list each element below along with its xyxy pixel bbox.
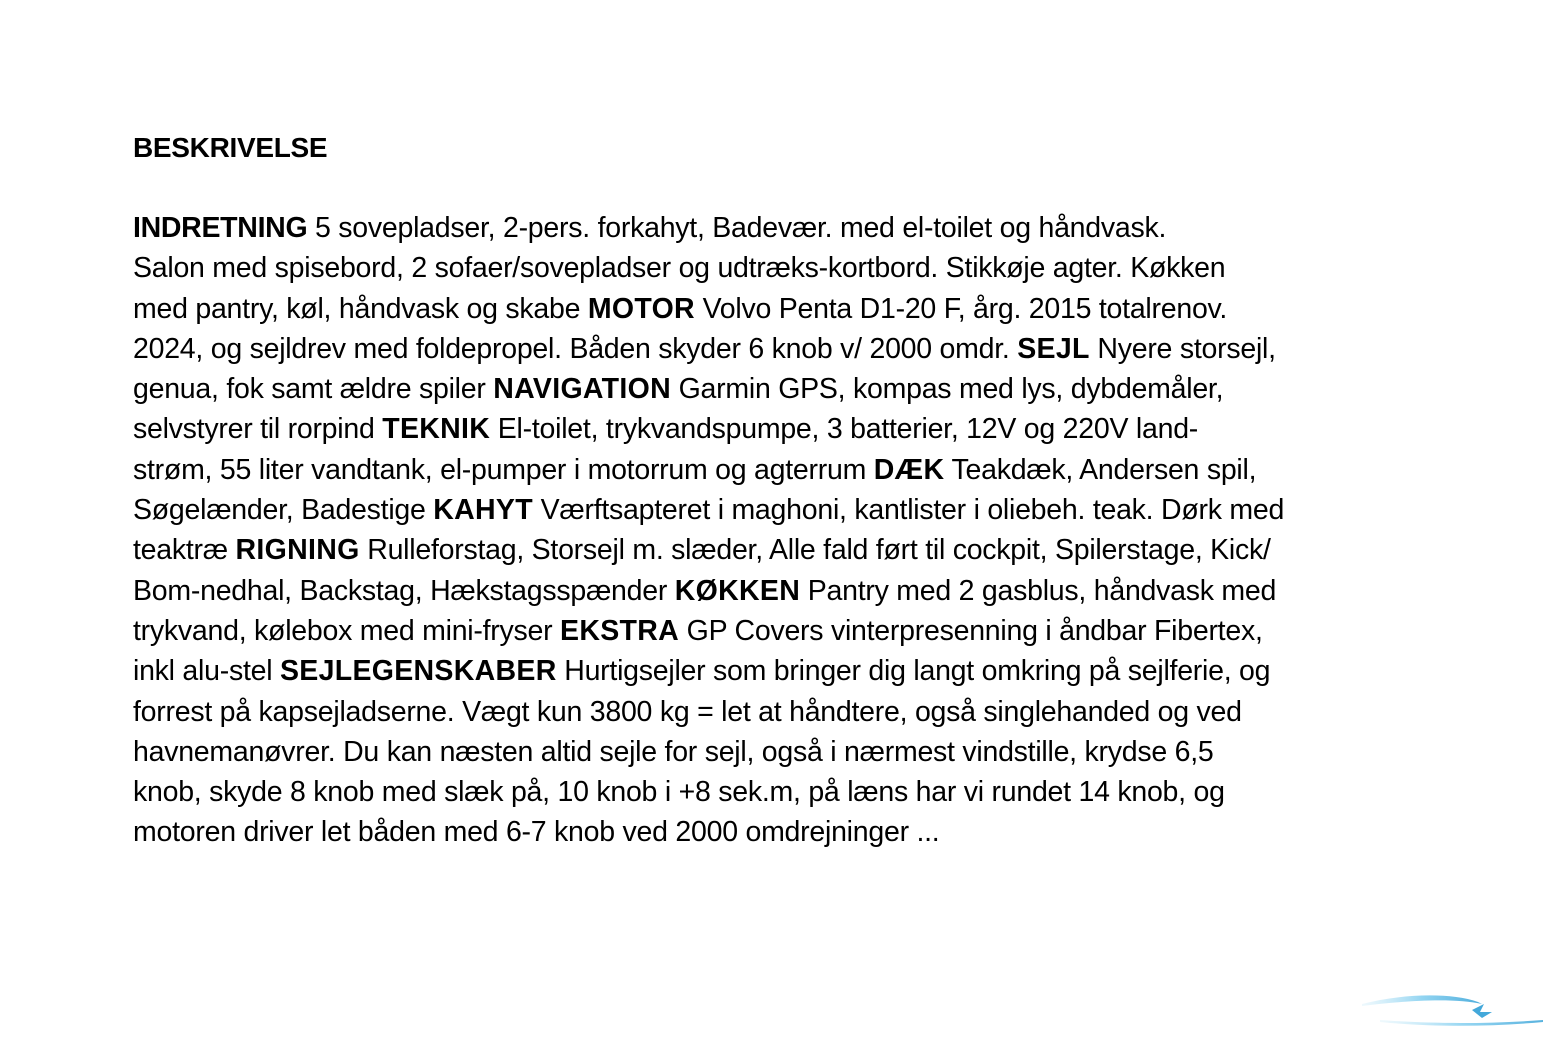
text-run: motoren driver let båden med 6-7 knob ved 2000 omdrejninger ... bbox=[133, 816, 940, 849]
text-line bbox=[133, 409, 1438, 449]
section-label: MOTOR bbox=[587, 292, 695, 325]
text-run: selvstyrer til rorpind bbox=[133, 413, 383, 446]
text-line bbox=[133, 208, 1438, 248]
text-run: Søgelænder, Badestige bbox=[133, 494, 434, 527]
text-line bbox=[133, 490, 1438, 530]
text-run: Pantry med 2 gasblus, håndvask med bbox=[800, 574, 1277, 607]
text-line bbox=[133, 732, 1438, 772]
text-run: Teakdæk, Andersen spil, bbox=[944, 453, 1257, 486]
text-run: inkl alu-stel bbox=[133, 655, 280, 688]
text-run: strøm, 55 liter vandtank, el-pumper i motorrum og agterrum bbox=[133, 453, 874, 486]
text-run: Volvo Penta D1-20 F, årg. 2015 totalrenov. bbox=[694, 292, 1228, 325]
text-run: havnemanøvrer. Du kan næsten altid sejle for sejl, også i nærmest vindstille, krydse 6,5 bbox=[133, 735, 1214, 768]
text-run: Hurtigsejler som bringer dig langt omkring på sejlferie, og bbox=[556, 655, 1271, 688]
page-title: BESKRIVELSE bbox=[133, 132, 328, 163]
text-run: Værftsapteret i maghoni, kantlister i oliebeh. teak. Dørk med bbox=[532, 494, 1285, 527]
text-line bbox=[133, 812, 1438, 852]
section-label: DÆK bbox=[873, 453, 945, 486]
text-run: GP Covers vinterpresenning i åndbar Fibertex, bbox=[679, 614, 1263, 647]
text-run: genua, fok samt ældre spiler bbox=[133, 373, 494, 406]
section-label: INDRETNING bbox=[133, 212, 308, 244]
text-run: trykvand, kølebox med mini-fryser bbox=[133, 614, 561, 647]
text-line bbox=[133, 611, 1438, 651]
text-run: 2024, og sejldrev med foldepropel. Båden skyder 6 knob v/ 2000 omdr. bbox=[133, 332, 1018, 365]
text-run: Salon med spisebord, 2 sofaer/sovepladser og udtræks-kortbord. Stikkøje agter. Køkken bbox=[133, 252, 1226, 285]
text-run: El-toilet, trykvandspumpe, 3 batterier, 12V og 220V land- bbox=[490, 413, 1199, 446]
text-run: Nyere storsejl, bbox=[1089, 332, 1276, 365]
section-label: SEJL bbox=[1017, 332, 1090, 365]
text-run: Rulleforstag, Storsejl m. slæder, Alle fald ført til cockpit, Spilerstage, Kick/ bbox=[359, 534, 1271, 567]
section-label: RIGNING bbox=[235, 534, 360, 567]
text-run: teaktræ bbox=[133, 534, 236, 567]
section-label: KØKKEN bbox=[674, 574, 801, 607]
text-line bbox=[133, 369, 1438, 409]
text-line bbox=[133, 692, 1438, 732]
text-line bbox=[133, 530, 1438, 570]
description-paragraph bbox=[133, 208, 1438, 853]
text-run: forrest på kapsejladserne. Vægt kun 3800 kg = let at håndtere, også singlehanded og ved bbox=[133, 695, 1242, 728]
text-run: knob, skyde 8 knob med slæk på, 10 knob i +8 sek.m, på læns har vi rundet 14 knob, og bbox=[133, 776, 1225, 809]
wave-logo-icon bbox=[1360, 990, 1545, 1030]
section-label: KAHYT bbox=[433, 494, 533, 527]
text-line bbox=[133, 772, 1438, 812]
text-line bbox=[133, 289, 1438, 329]
text-run: 5 sovepladser, 2-pers. forkahyt, Badevær. med el-toilet og håndvask. bbox=[307, 212, 1167, 244]
section-label: NAVIGATION bbox=[493, 373, 671, 406]
text-line bbox=[133, 450, 1438, 490]
text-run: med pantry, køl, håndvask og skabe bbox=[133, 292, 588, 325]
section-label: TEKNIK bbox=[382, 413, 491, 446]
text-run: Bom-nedhal, Backstag, Hækstagsspænder bbox=[133, 574, 675, 607]
text-run: Garmin GPS, kompas med lys, dybdemåler, bbox=[670, 373, 1224, 406]
text-line bbox=[133, 651, 1438, 691]
section-label: EKSTRA bbox=[560, 614, 680, 647]
text-line bbox=[133, 571, 1438, 611]
section-label: SEJLEGENSKABER bbox=[279, 655, 557, 688]
text-line bbox=[133, 329, 1438, 369]
text-line bbox=[133, 248, 1438, 288]
